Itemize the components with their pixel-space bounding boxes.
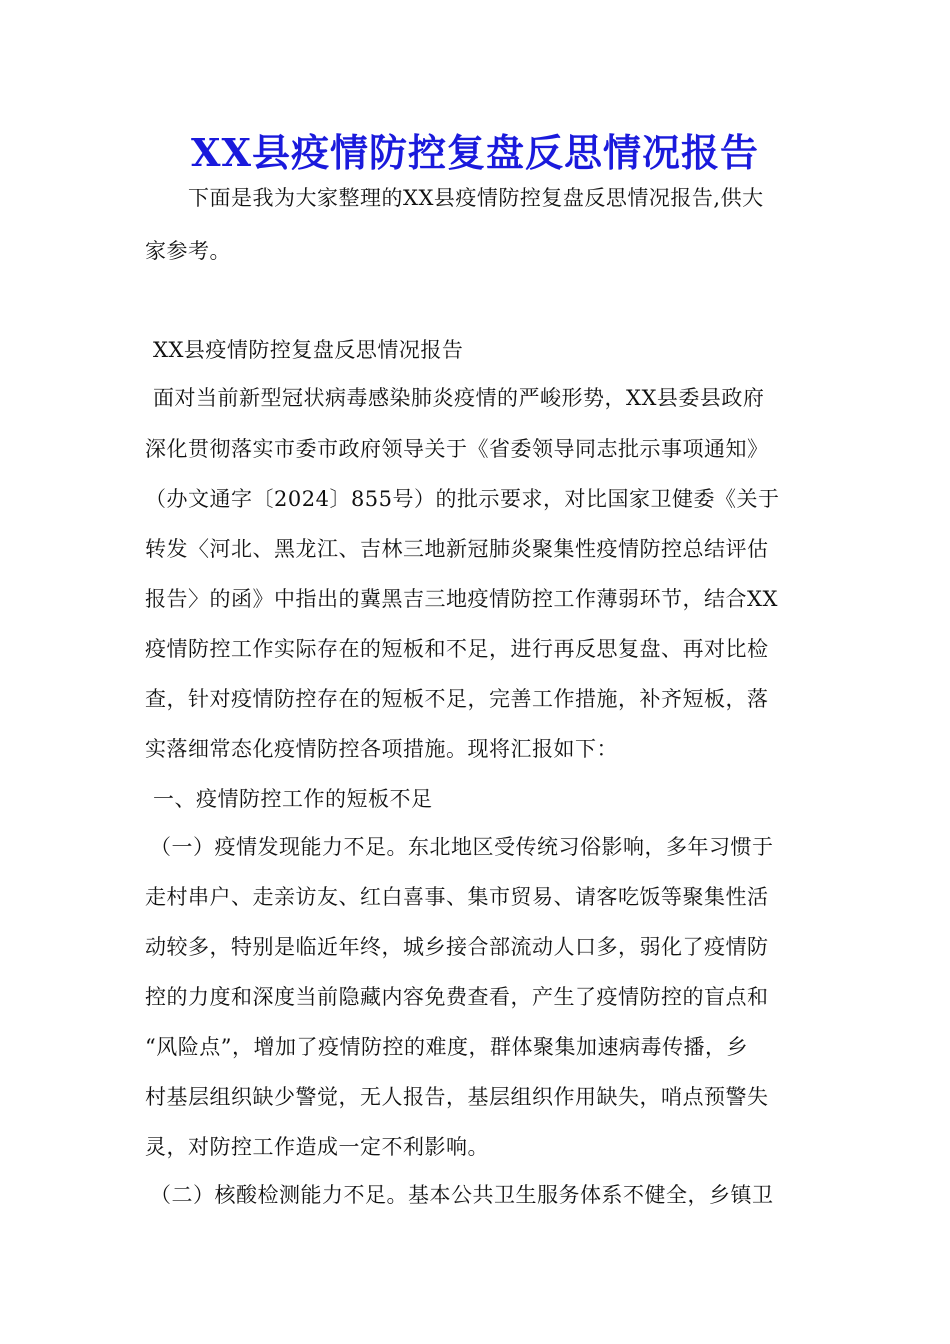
para1-line-3: （办文通字〔2024〕855号）的批示要求，对比国家卫健委《关于 — [145, 487, 780, 511]
item1-line-1: （一）疫情发现能力不足。东北地区受传统习俗影响，多年习惯于 — [150, 835, 774, 859]
report-subtitle: XX县疫情防控复盘反思情况报告 — [153, 338, 464, 362]
item1-line-7: 灵，对防控工作造成一定不利影响。 — [145, 1135, 489, 1159]
item1-line-2: 走村串户、走亲访友、红白喜事、集市贸易、请客吃饭等聚集性活 — [145, 885, 769, 909]
para1-line-7: 查，针对疫情防控存在的短板不足，完善工作措施，补齐短板，落 — [145, 687, 769, 711]
intro-line-1: 下面是我为大家整理的XX县疫情防控复盘反思情况报告,供大 — [188, 186, 764, 210]
item2-line-1: （二）核酸检测能力不足。基本公共卫生服务体系不健全，乡镇卫 — [150, 1183, 774, 1207]
item1-line-3: 动较多，特别是临近年终，城乡接合部流动人口多，弱化了疫情防 — [145, 935, 769, 959]
intro-line-2: 家参考。 — [145, 239, 231, 263]
document-title: XX县疫情防控复盘反思情况报告 — [191, 130, 759, 175]
para1-line-4: 转发〈河北、黑龙江、吉林三地新冠肺炎聚集性疫情防控总结评估 — [145, 537, 769, 561]
item1-line-6: 村基层组织缺少警觉，无人报告，基层组织作用缺失，哨点预警失 — [145, 1085, 769, 1109]
section1-heading: 一、疫情防控工作的短板不足 — [153, 787, 433, 811]
item1-line-5: “风险点”，增加了疫情防控的难度，群体聚集加速病毒传播，乡 — [145, 1035, 748, 1059]
para1-line-2: 深化贯彻落实市委市政府领导关于《省委领导同志批示事项通知》 — [145, 437, 769, 461]
para1-line-6: 疫情防控工作实际存在的短板和不足，进行再反思复盘、再对比检 — [145, 637, 769, 661]
item1-line-4: 控的力度和深度当前隐藏内容免费查看，产生了疫情防控的盲点和 — [145, 985, 769, 1009]
para1-line-8: 实落细常态化疫情防控各项措施。现将汇报如下： — [145, 737, 618, 761]
para1-line-1: 面对当前新型冠状病毒感染肺炎疫情的严峻形势，XX县委县政府 — [153, 386, 765, 410]
para1-line-5: 报告〉的函》中指出的冀黑吉三地疫情防控工作薄弱环节，结合XX — [145, 587, 778, 611]
